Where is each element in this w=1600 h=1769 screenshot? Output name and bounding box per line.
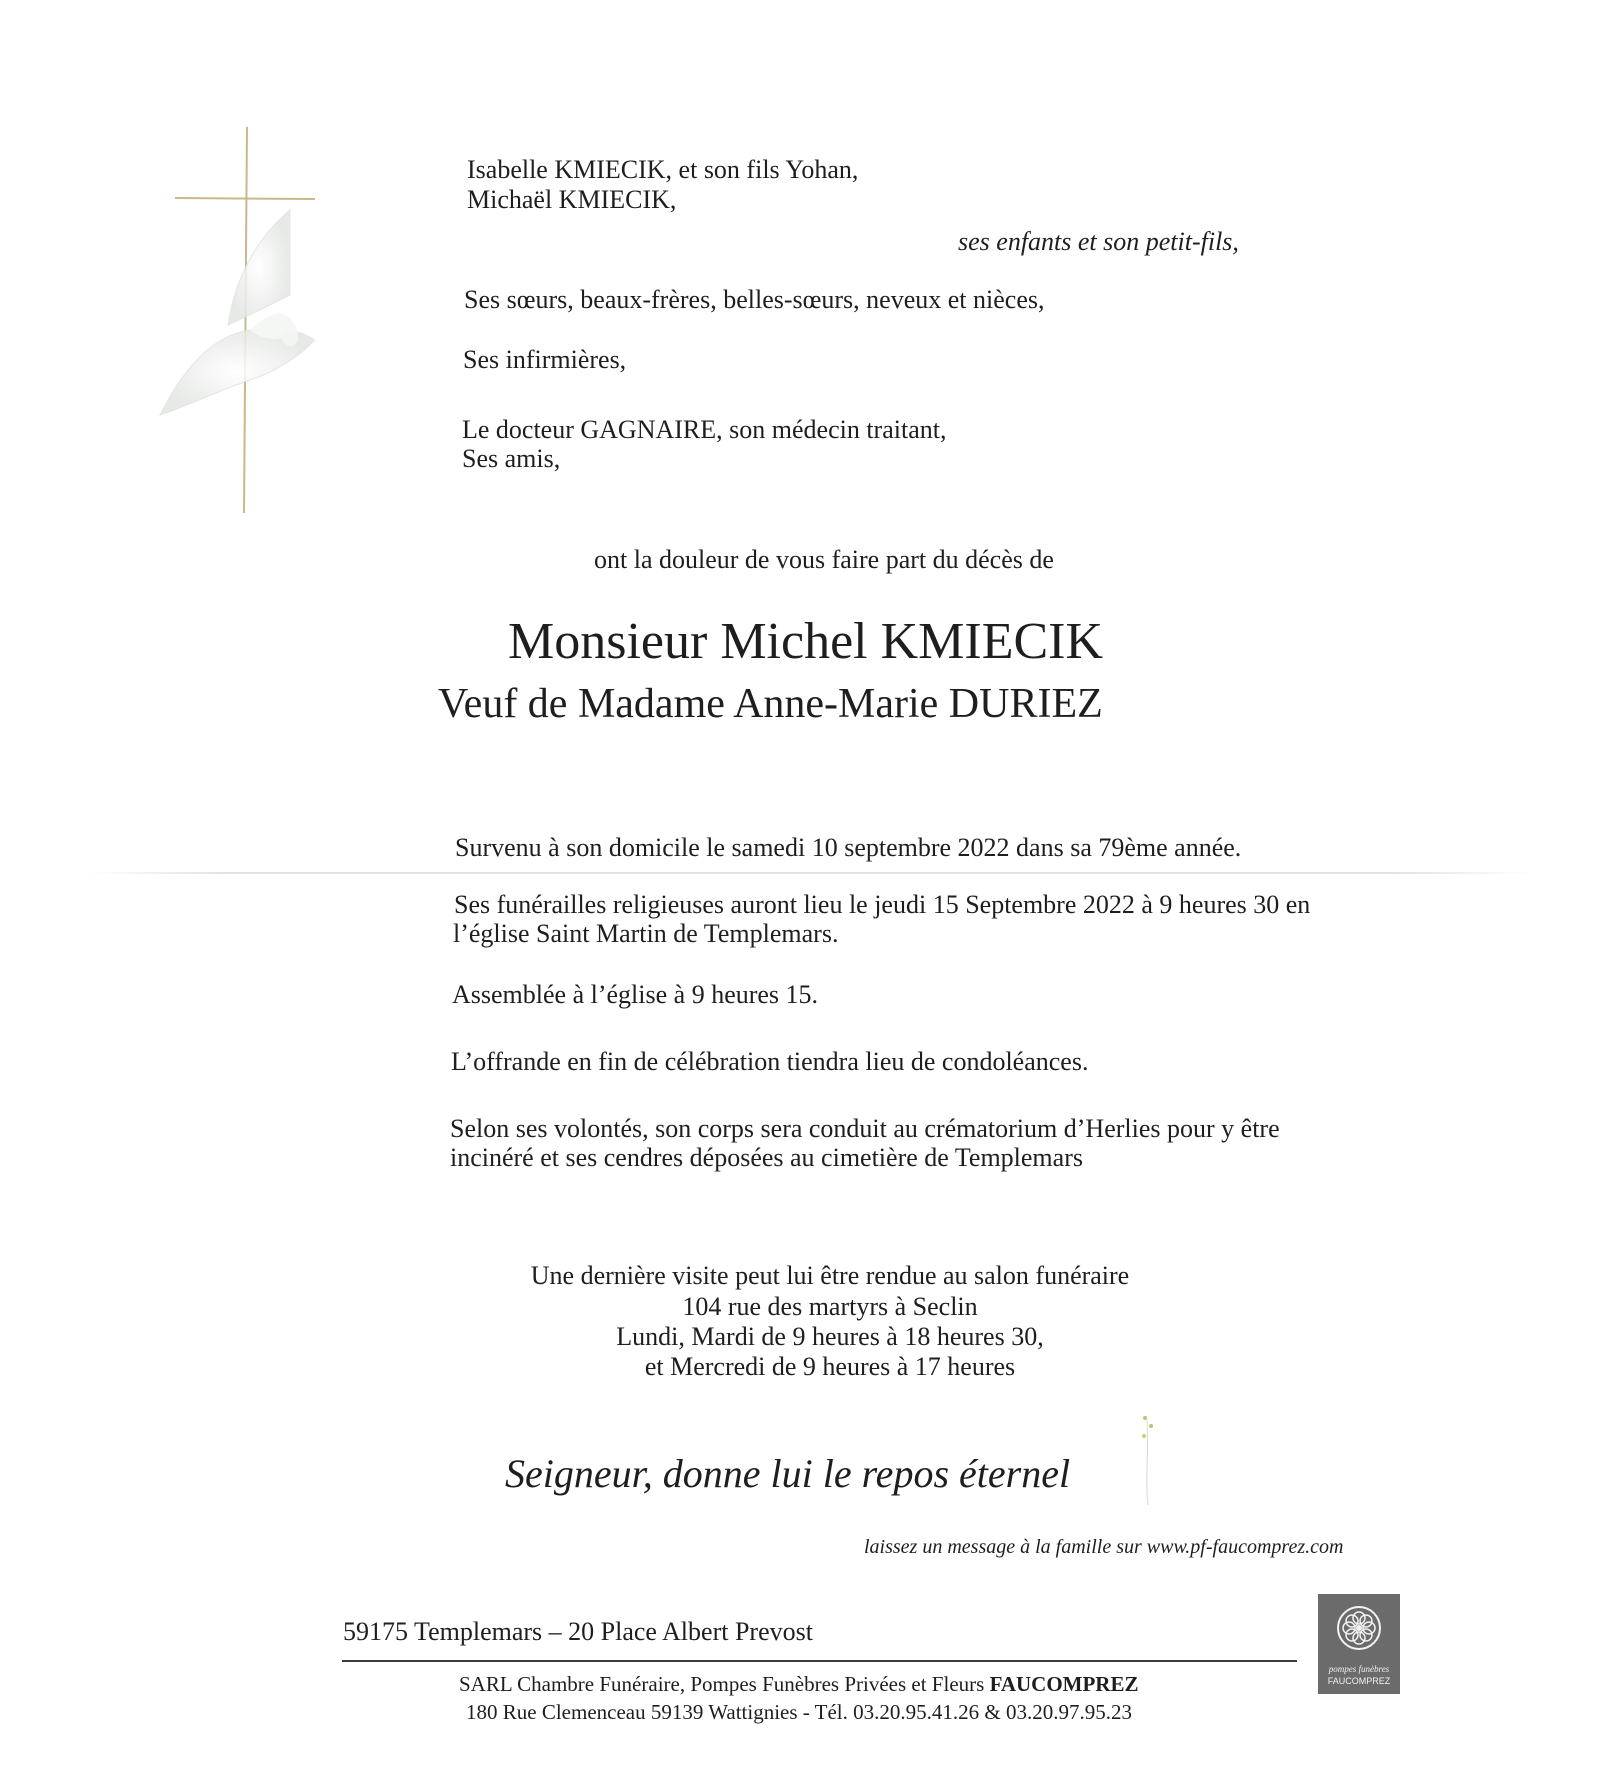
message-note: laissez un message à la famille sur www.pf-faucomprez.com bbox=[864, 1536, 1344, 1558]
visit-line-3: Lundi, Mardi de 9 heures à 18 heures 30, bbox=[616, 1322, 1044, 1351]
family-siblings: Ses sœurs, beaux-frères, belles-sœurs, neveux et nièces, bbox=[464, 285, 1045, 314]
family-line-1: Isabelle KMIECIK, et son fils Yohan, bbox=[467, 155, 859, 184]
visit-line-2: 104 rue des martyrs à Seclin bbox=[682, 1292, 978, 1321]
company-prefix: SARL Chambre Funéraire, Pompes Funèbres Privées et Fleurs bbox=[459, 1672, 990, 1696]
family-friends: Ses amis, bbox=[462, 444, 561, 473]
company-line bbox=[459, 1672, 1139, 1697]
visit-line-4: et Mercredi de 9 heures à 17 heures bbox=[644, 1352, 1016, 1381]
logo-brand: FAUCOMPREZ bbox=[1327, 1676, 1391, 1686]
address: 59175 Templemars – 20 Place Albert Prevost bbox=[343, 1617, 813, 1646]
family-line-2: Michaël KMIECIK, bbox=[467, 185, 677, 214]
visit-line-1: Une dernière visite peut lui être rendue au salon funéraire bbox=[530, 1261, 1130, 1290]
company-name: FAUCOMPREZ bbox=[989, 1672, 1139, 1696]
cross-dove-icon bbox=[140, 125, 330, 515]
death-notice: Survenu à son domicile le samedi 10 septembre 2022 dans sa 79ème année. bbox=[455, 833, 1242, 862]
family-nurses: Ses infirmières, bbox=[463, 345, 627, 374]
fold-line bbox=[85, 872, 1535, 874]
company-contact: 180 Rue Clemenceau 59139 Wattignies - Tél. 03.20.95.41.26 & 03.20.97.95.23 bbox=[466, 1700, 1132, 1724]
wishes-line-1: Selon ses volontés, son corps sera conduit au crématorium d’Herlies pour y être bbox=[450, 1114, 1280, 1143]
announcement: ont la douleur de vous faire part du décès de bbox=[594, 545, 1054, 574]
family-relation: ses enfants et son petit-fils, bbox=[958, 227, 1239, 256]
family-doctor: Le docteur GAGNAIRE, son médecin traitant, bbox=[462, 415, 947, 444]
logo-tagline: pompes funèbres bbox=[1328, 1664, 1390, 1674]
deceased-spouse: Veuf de Madame Anne-Marie DURIEZ bbox=[438, 681, 1103, 727]
assembly-notice: Assemblée à l’église à 9 heures 15. bbox=[452, 980, 819, 1009]
deceased-name: Monsieur Michel KMIECIK bbox=[508, 613, 1104, 670]
flower-sprig-icon bbox=[1135, 1410, 1165, 1510]
funeral-line-1: Ses funérailles religieuses auront lieu le jeudi 15 Septembre 2022 à 9 heures 30 en bbox=[454, 890, 1311, 919]
faucomprez-logo bbox=[1318, 1594, 1400, 1694]
wishes-line-2: incinéré et ses cendres déposées au cimetière de Templemars bbox=[450, 1143, 1083, 1172]
footer-divider bbox=[342, 1660, 1297, 1662]
offering-notice: L’offrande en fin de célébration tiendra lieu de condoléances. bbox=[451, 1047, 1089, 1076]
funeral-line-2: l’église Saint Martin de Templemars. bbox=[453, 919, 839, 948]
prayer: Seigneur, donne lui le repos éternel bbox=[505, 1451, 1071, 1496]
rosette-icon bbox=[1335, 1604, 1383, 1652]
